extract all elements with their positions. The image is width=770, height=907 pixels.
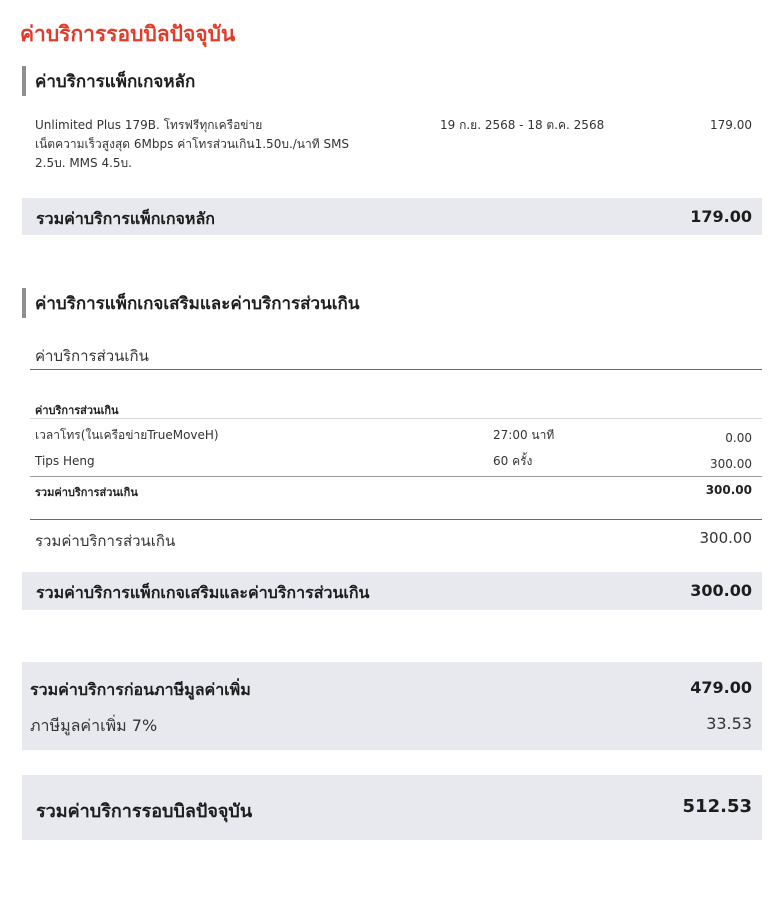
vat-amount: 33.53 (706, 714, 752, 733)
row-amount: 0.00 (725, 431, 752, 445)
main-package-total-band (22, 198, 762, 235)
row-label: เวลาโทร(ในเครือข่ายTrueMoveH) (35, 428, 219, 442)
main-package-description (35, 116, 435, 173)
overage-total-label: รวมค่าบริการส่วนเกิน (35, 532, 176, 550)
description-line: 2.5บ. MMS 4.5บ. (35, 156, 132, 170)
addon-section-total-label: รวมค่าบริการแพ็กเกจเสริมและค่าบริการส่วนเกิน (36, 583, 370, 602)
pre-vat-amount: 479.00 (690, 678, 752, 697)
addon-section-total-amount: 300.00 (690, 581, 752, 600)
main-package-item-amount: 179.00 (710, 118, 752, 132)
overage-subtitle: ค่าบริการส่วนเกิน (35, 347, 149, 365)
description-line: เน็ตความเร็วสูงสุด 6Mbps ค่าโทรส่วนเกิน1.50บ./นาที SMS (35, 137, 350, 151)
row-amount: 300.00 (710, 457, 752, 471)
row-qty: 27:00 นาที (493, 428, 555, 442)
overage-table-total-label: รวมค่าบริการส่วนเกิน (35, 486, 138, 499)
divider (30, 476, 762, 477)
row-qty: 60 ครั้ง (493, 454, 533, 468)
addon-section-total-band (22, 572, 762, 610)
main-package-total-label: รวมค่าบริการแพ็กเกจหลัก (36, 209, 215, 228)
overage-table-total-amount: 300.00 (705, 483, 752, 497)
pre-vat-label: รวมค่าบริการก่อนภาษีมูลค่าเพิ่ม (30, 680, 251, 699)
main-package-title: ค่าบริการแพ็กเกจหลัก (35, 71, 196, 92)
overage-total-amount: 300.00 (699, 529, 752, 547)
main-package-period: 19 ก.ย. 2568 - 18 ต.ค. 2568 (440, 118, 605, 132)
addon-section-title: ค่าบริการแพ็กเกจเสริมและค่าบริการส่วนเกิน (35, 293, 360, 314)
row-label: Tips Heng (35, 454, 95, 468)
grand-total-band (22, 775, 762, 840)
description-line: Unlimited Plus 179B. โทรฟรีทุกเครือข่าย (35, 118, 263, 132)
divider (30, 369, 762, 370)
main-package-total-amount: 179.00 (690, 207, 752, 226)
vat-label: ภาษีมูลค่าเพิ่ม 7% (30, 716, 158, 735)
table-row (30, 426, 762, 446)
section-accent-bar (22, 288, 26, 318)
vat-summary-band (22, 662, 762, 750)
overage-table-header: ค่าบริการส่วนเกิน (35, 404, 119, 417)
grand-total-label: รวมค่าบริการรอบบิลปัจจุบัน (36, 801, 253, 822)
table-row (30, 452, 762, 472)
addon-section-heading (22, 288, 359, 318)
main-package-heading (22, 66, 195, 96)
page-title: ค่าบริการรอบบิลปัจจุบัน (20, 22, 236, 46)
grand-total-amount: 512.53 (682, 796, 752, 817)
section-accent-bar (22, 66, 26, 96)
divider (30, 418, 762, 419)
divider (30, 519, 762, 520)
